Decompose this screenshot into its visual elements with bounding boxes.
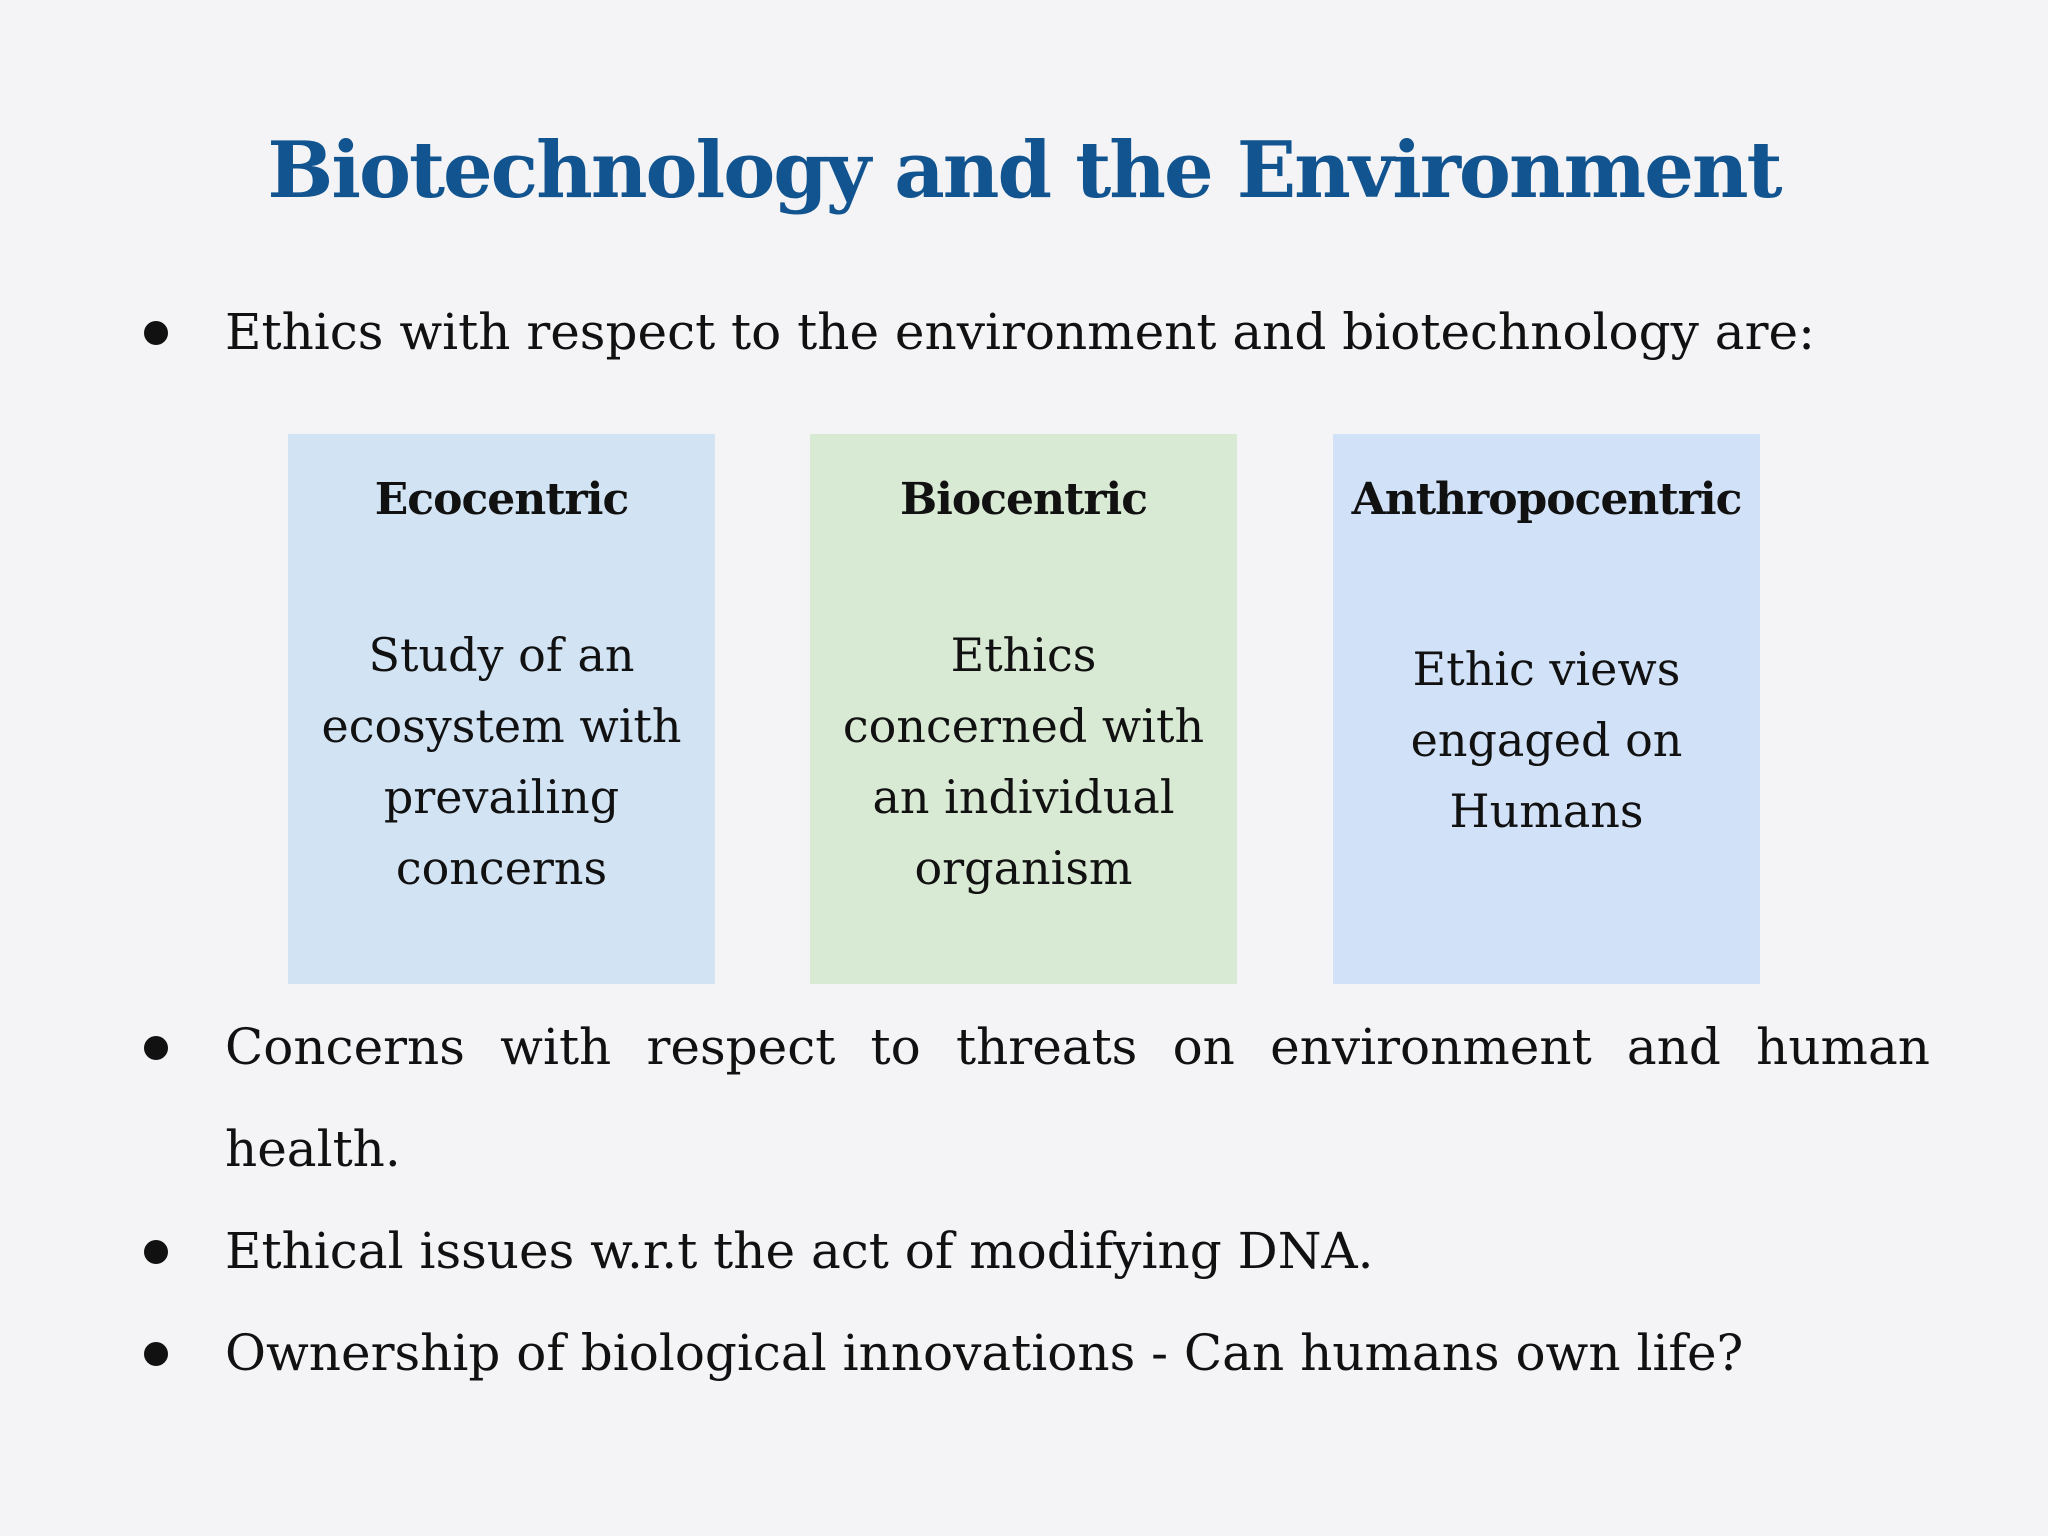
bullet-dot-icon bbox=[144, 1036, 168, 1060]
bullet-dot-icon bbox=[144, 1240, 168, 1264]
bullet-text: Ethical issues w.r.t the act of modifying DNA. bbox=[225, 1222, 1374, 1280]
bullet-dot-icon bbox=[144, 1342, 168, 1366]
card-heading: Anthropocentric bbox=[1351, 474, 1742, 525]
bullet-item bbox=[140, 1302, 1930, 1404]
slide-title: Biotechnology and the Environment bbox=[267, 125, 1781, 216]
card-body: Ethics concerned with an individual organism bbox=[842, 628, 1205, 895]
ethics-cards bbox=[0, 434, 2048, 984]
card-heading: Biocentric bbox=[899, 474, 1148, 525]
card-body: Ethic views engaged on Humans bbox=[1410, 642, 1683, 838]
card-anthropocentric bbox=[1333, 434, 1760, 984]
card-ecocentric bbox=[288, 434, 715, 984]
card-body: Study of an ecosystem with prevailing concerns bbox=[321, 628, 682, 895]
bullet-item bbox=[140, 1200, 1930, 1302]
bullet-text: Concerns with respect to threats on environment and human health. bbox=[225, 1018, 1930, 1178]
card-biocentric bbox=[810, 434, 1237, 984]
bullet-item bbox=[140, 281, 1930, 383]
bullet-item bbox=[140, 996, 1930, 1200]
bullet-text: Ownership of biological innovations - Can humans own life? bbox=[225, 1324, 1744, 1382]
bullet-dot-icon bbox=[144, 321, 168, 345]
card-heading: Ecocentric bbox=[374, 474, 629, 525]
bullet-text: Ethics with respect to the environment and biotechnology are: bbox=[225, 303, 1815, 361]
